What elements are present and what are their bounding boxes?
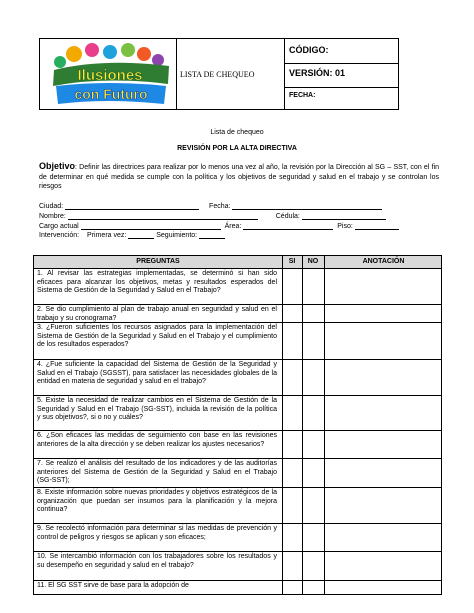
question-row: 5. Existe la necesidad de realizar cambios en el Sistema de Gestión de la Seguridad y Salud en el Trabajo (SG-SST), incluida la revisión de la política y sus objetivos?, si o no y cuáles? xyxy=(37,397,277,422)
question-row: 7. Se realizó el análisis del resultado de los indicadores y de las auditorías anteriores del Sistema de Gestión de la Seguridad y Salud en el Trabajo (SG-SST); xyxy=(37,460,277,485)
piso-field[interactable] xyxy=(355,222,399,230)
question-row: 3. ¿Fueron suficientes los recursos asignados para la implementación del Sistema de Gestión de la Seguridad y Salud en el Trabajo y el cumplimiento de los resultados esperados? xyxy=(37,324,277,349)
area-field[interactable] xyxy=(243,222,333,230)
objective-paragraph xyxy=(39,162,439,192)
primera-vez-field[interactable] xyxy=(128,231,154,239)
document-name: LISTA DE CHEQUEO xyxy=(180,70,255,79)
page-title: Lista de chequeo xyxy=(210,129,264,136)
questions-table xyxy=(33,255,442,595)
question-row: 10. Se intercambió información con los trabajadores sobre los resultados y su desempeño en seguridad y salud en el trabajo? xyxy=(37,553,277,569)
question-row: 6. ¿Son eficaces las medidas de seguimiento con base en las revisiones anteriores de la alta dirección y se deben realizar los ajustes necesarios? xyxy=(37,432,277,448)
logo-text-line2: con Futuro xyxy=(74,86,148,102)
cedula-label: Cédula: xyxy=(275,213,300,220)
logo-text-line1: Ilusiones xyxy=(77,67,143,84)
page-subtitle: REVISIÓN POR LA ALTA DIRECTIVA xyxy=(177,145,297,152)
form-row-nombre xyxy=(39,212,386,220)
code-label: CÓDIGO: xyxy=(289,45,329,55)
nombre-field[interactable] xyxy=(68,212,258,220)
cedula-field[interactable] xyxy=(302,212,386,220)
primera-vez-label: Primera vez: xyxy=(87,232,127,239)
seguimiento-field[interactable] xyxy=(199,231,225,239)
question-row: 1. Al revisar las estrategias implementadas, se determinó si han sido eficaces para alcanzar los objetivos, metas y resultados esperados del Sistema de Gestión de la Seguridad y Salud en el Trabajo? xyxy=(37,270,277,295)
header-no: NO xyxy=(302,256,324,268)
ciudad-label: Ciudad: xyxy=(39,203,64,210)
form-row-intervencion xyxy=(39,231,225,239)
fecha-label: Fecha: xyxy=(209,203,231,210)
question-row: 4. ¿Fue suficiente la capacidad del Sistema de Gestión de la Seguridad y Salud en el Trabajo (SGSST), para satisfacer las necesidades globales de la entidad en materia de seguridad y salud en el trabajo? xyxy=(37,361,277,386)
company-logo xyxy=(44,40,174,108)
question-row: 2. Se dio cumplimiento al plan de trabajo anual en seguridad y salud en el trabajo y su cronograma? xyxy=(37,306,277,322)
objective-label: Objetivo xyxy=(39,161,76,171)
header-anotacion: ANOTACIÓN xyxy=(324,256,442,268)
header-preguntas: PREGUNTAS xyxy=(34,256,282,268)
question-row: 8. Existe información sobre nuevas prioridades y objetivos estratégicos de la organización que puedan ser insumos para la planificación y la mejora continua? xyxy=(37,489,277,514)
header-si: SI xyxy=(282,256,302,268)
question-row: 11. El SG SST sirve de base para la adopción de xyxy=(37,582,189,589)
form-row-cargo xyxy=(39,222,399,230)
fecha-field[interactable] xyxy=(232,202,382,210)
form-row-ciudad xyxy=(39,202,382,210)
nombre-label: Nombre: xyxy=(39,213,66,220)
question-row: 9. Se recolectó información para determinar si las medidas de prevención y control de peligros y riesgos se aplican y son eficaces; xyxy=(37,525,277,541)
objective-text: : Definir las directrices para realizar por lo menos una vez al año, la revisión por la Dirección al SG – SST, con el fin de determinar en qué medida se cumple con la política y los objetivos de seguridad y salud en el trabajo y se controlan los riesgos xyxy=(39,164,439,190)
ciudad-field[interactable] xyxy=(65,202,199,210)
piso-label: Piso: xyxy=(337,223,353,230)
cargo-label: Cargo actual xyxy=(39,223,79,230)
intervencion-label: Intervención: xyxy=(39,232,80,239)
area-label: Área: xyxy=(224,223,242,230)
version-label: VERSIÓN: 01 xyxy=(289,68,346,78)
date-label: FECHA: xyxy=(289,92,316,99)
cargo-field[interactable] xyxy=(81,222,221,230)
seguimiento-label: Seguimiento: xyxy=(156,232,198,239)
